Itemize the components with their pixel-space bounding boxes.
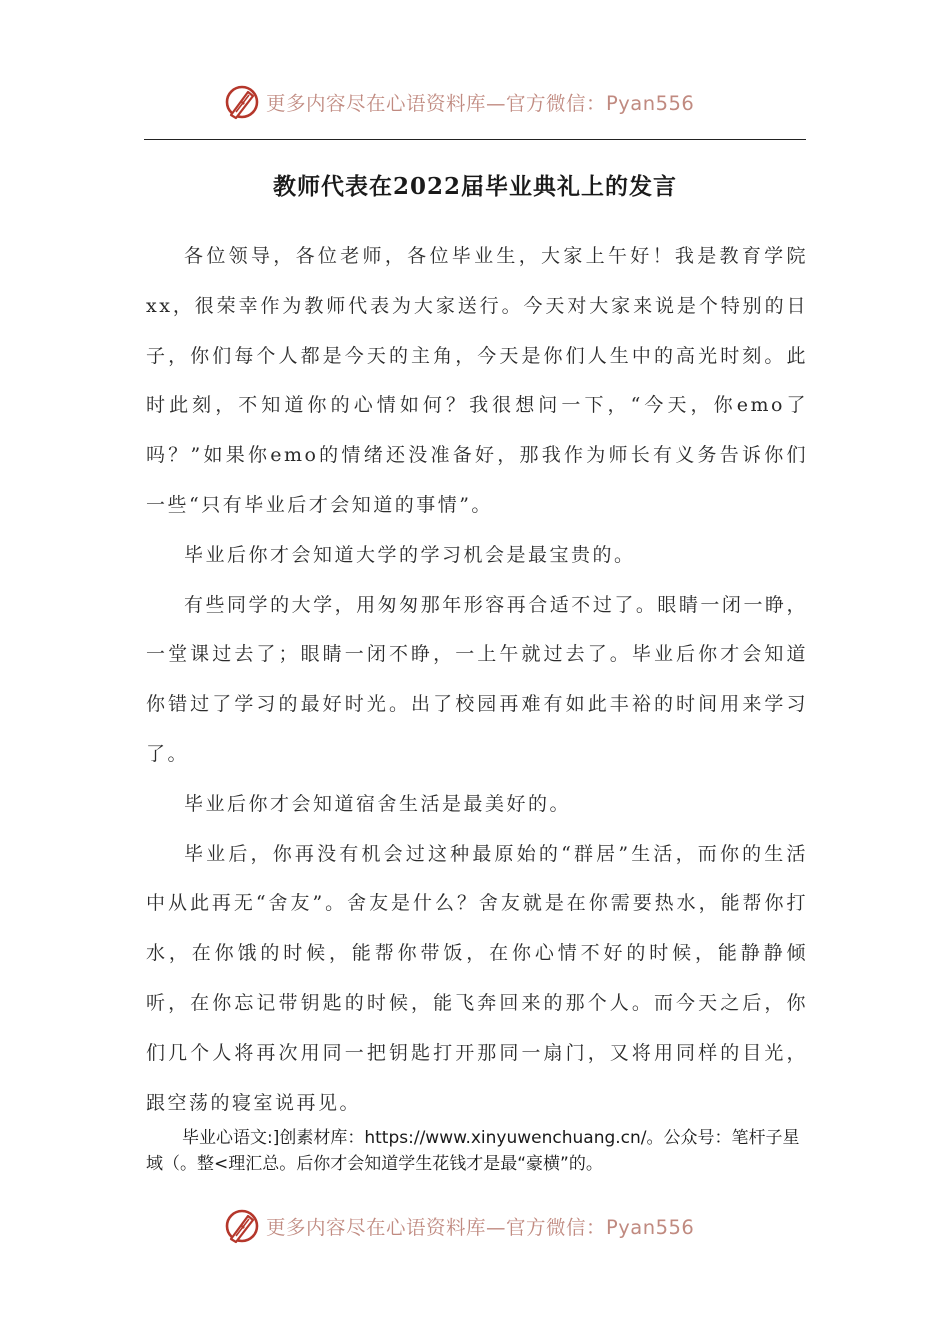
- footer-note: [146, 1125, 808, 1177]
- footer-banner: [222, 1204, 694, 1248]
- paragraph: 毕业后你才会知道宿舍生活是最美好的。: [184, 792, 572, 815]
- header-banner-text: 更多内容尽在心语资料库—官方微信：Pyan556: [266, 92, 695, 115]
- paragraph: 毕业后，你再没有机会过这种最原始的“群居”生活，而你的生活中从此再无“舍友”。舍友是什么？舍友就是在你需要热水，能帮你打水，在你饿的时候，能帮你带饭，在你心情不好的时候，能静静倾听，在你忘记带钥匙的时候，能飞奔回来的那个人。而今天之后，你们几个人将再次用同一把钥匙打开那同一扇门，又将用同样的目光，跟空荡的寝室说再见。: [146, 842, 808, 1114]
- paragraph: 毕业后你才会知道大学的学习机会是最宝贵的。: [184, 543, 636, 566]
- footer-note-text: 毕业心语文:]创素材库：https://www.xinyuwenchuang.cn/。公众号：笔杆子星域（。整<理汇总。后你才会知道学生花钱才是最“豪横”的。: [146, 1128, 800, 1174]
- footer-banner-text: 更多内容尽在心语资料库—官方微信：Pyan556: [266, 1216, 695, 1239]
- pen-nib-logo-icon: [222, 82, 262, 122]
- paragraph: 各位领导，各位老师，各位毕业生，大家上午好！我是教育学院xx，很荣幸作为教师代表为大家送行。今天对大家来说是个特别的日子，你们每个人都是今天的主角，今天是你们人生中的高光时刻。此时此刻，不知道你的心情如何？我很想问一下，“今天，你emo了吗？”如果你emo的情绪还没准备好，那我作为师长有义务告诉你们一些“只有毕业后才会知道的事情”。: [146, 245, 808, 516]
- header-banner: [222, 80, 694, 124]
- paragraph: 有些同学的大学，用匆匆那年形容再合适不过了。眼睛一闭一睁，一堂课过去了；眼睛一闭不睁，一上午就过去了。毕业后你才会知道你错过了学习的最好时光。出了校园再难有如此丰裕的时间用来学习了。: [146, 593, 808, 765]
- document-body: [146, 232, 808, 1128]
- pen-nib-logo-icon: [222, 1206, 262, 1246]
- document-title: 教师代表在2022届毕业典礼上的发言: [272, 173, 677, 200]
- header-divider: [144, 139, 806, 140]
